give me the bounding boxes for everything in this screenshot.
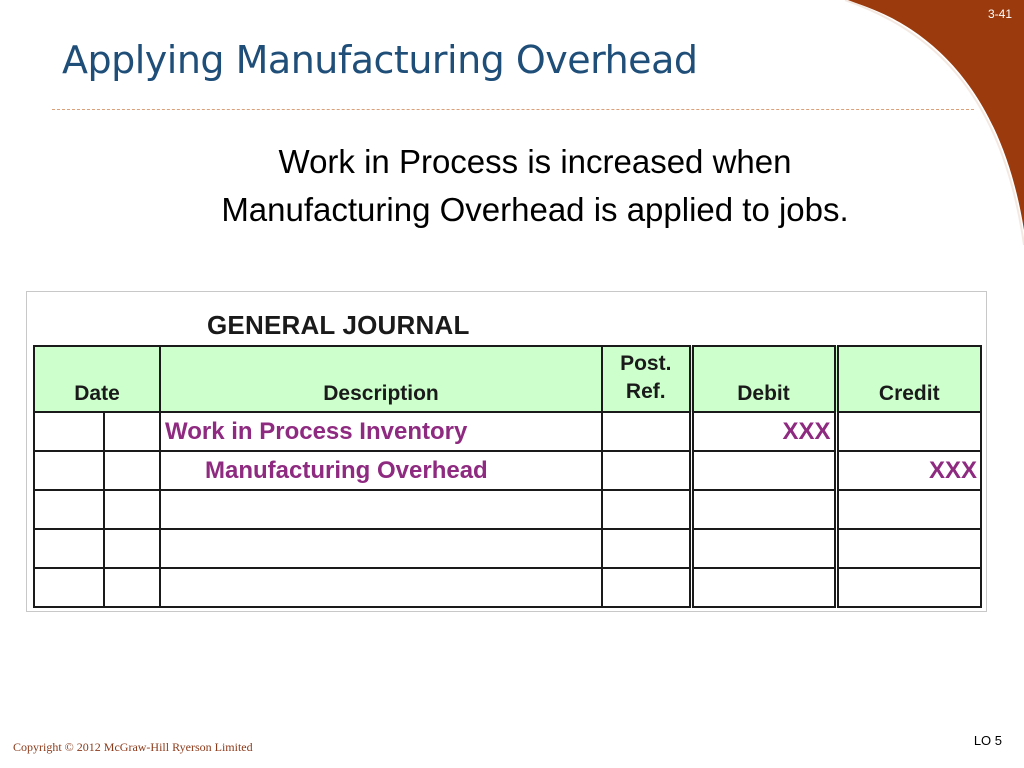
date-day-cell (104, 412, 160, 451)
journal-blank-row (34, 568, 981, 607)
header-post-ref-line2: Ref. (625, 380, 666, 403)
debit-cell (691, 529, 836, 568)
date-month-cell (34, 490, 104, 529)
date-month-cell (34, 451, 104, 490)
slide-title: Applying Manufacturing Overhead (62, 38, 698, 82)
header-debit: Debit (691, 346, 836, 412)
journal-entry-row (34, 412, 981, 451)
date-day-cell (104, 490, 160, 529)
journal-header-row (34, 346, 981, 412)
entry-description: Work in Process Inventory (160, 412, 602, 451)
debit-cell (691, 490, 836, 529)
statement-line: Work in Process is increased when (278, 143, 792, 180)
entry-description: Manufacturing Overhead (160, 451, 602, 490)
general-journal-figure (26, 291, 987, 612)
description-cell (160, 568, 602, 607)
credit-cell (836, 568, 981, 607)
date-month-cell (34, 568, 104, 607)
entry-debit-amount (691, 451, 836, 490)
journal-blank-row (34, 529, 981, 568)
post-ref-cell (602, 529, 691, 568)
date-month-cell (34, 529, 104, 568)
title-divider (52, 109, 974, 110)
journal-title: GENERAL JOURNAL (207, 310, 470, 340)
statement-line: Manufacturing Overhead is applied to jobs. (221, 191, 849, 228)
post-ref-cell (602, 568, 691, 607)
credit-cell (836, 529, 981, 568)
journal-table (33, 345, 982, 608)
copyright-notice: Copyright © 2012 McGraw-Hill Ryerson Limited (13, 740, 253, 754)
header-post-ref (602, 346, 691, 412)
journal-blank-row (34, 490, 981, 529)
header-date: Date (34, 346, 160, 412)
post-ref-cell (602, 451, 691, 490)
entry-credit-amount (836, 412, 981, 451)
date-day-cell (104, 529, 160, 568)
learning-objective-label: LO 5 (973, 733, 1002, 748)
post-ref-cell (602, 412, 691, 451)
description-cell (160, 529, 602, 568)
date-month-cell (34, 412, 104, 451)
journal-entry-row (34, 451, 981, 490)
entry-debit-amount: XXX (691, 412, 836, 451)
post-ref-cell (602, 490, 691, 529)
slide-number: 3-41 (987, 7, 1012, 21)
entry-credit-amount: XXX (836, 451, 981, 490)
date-day-cell (104, 451, 160, 490)
statement-text (100, 138, 970, 234)
description-cell (160, 490, 602, 529)
date-day-cell (104, 568, 160, 607)
header-credit: Credit (836, 346, 981, 412)
debit-cell (691, 568, 836, 607)
header-description: Description (160, 346, 602, 412)
header-post-ref-line1: Post. (620, 352, 672, 375)
credit-cell (836, 490, 981, 529)
